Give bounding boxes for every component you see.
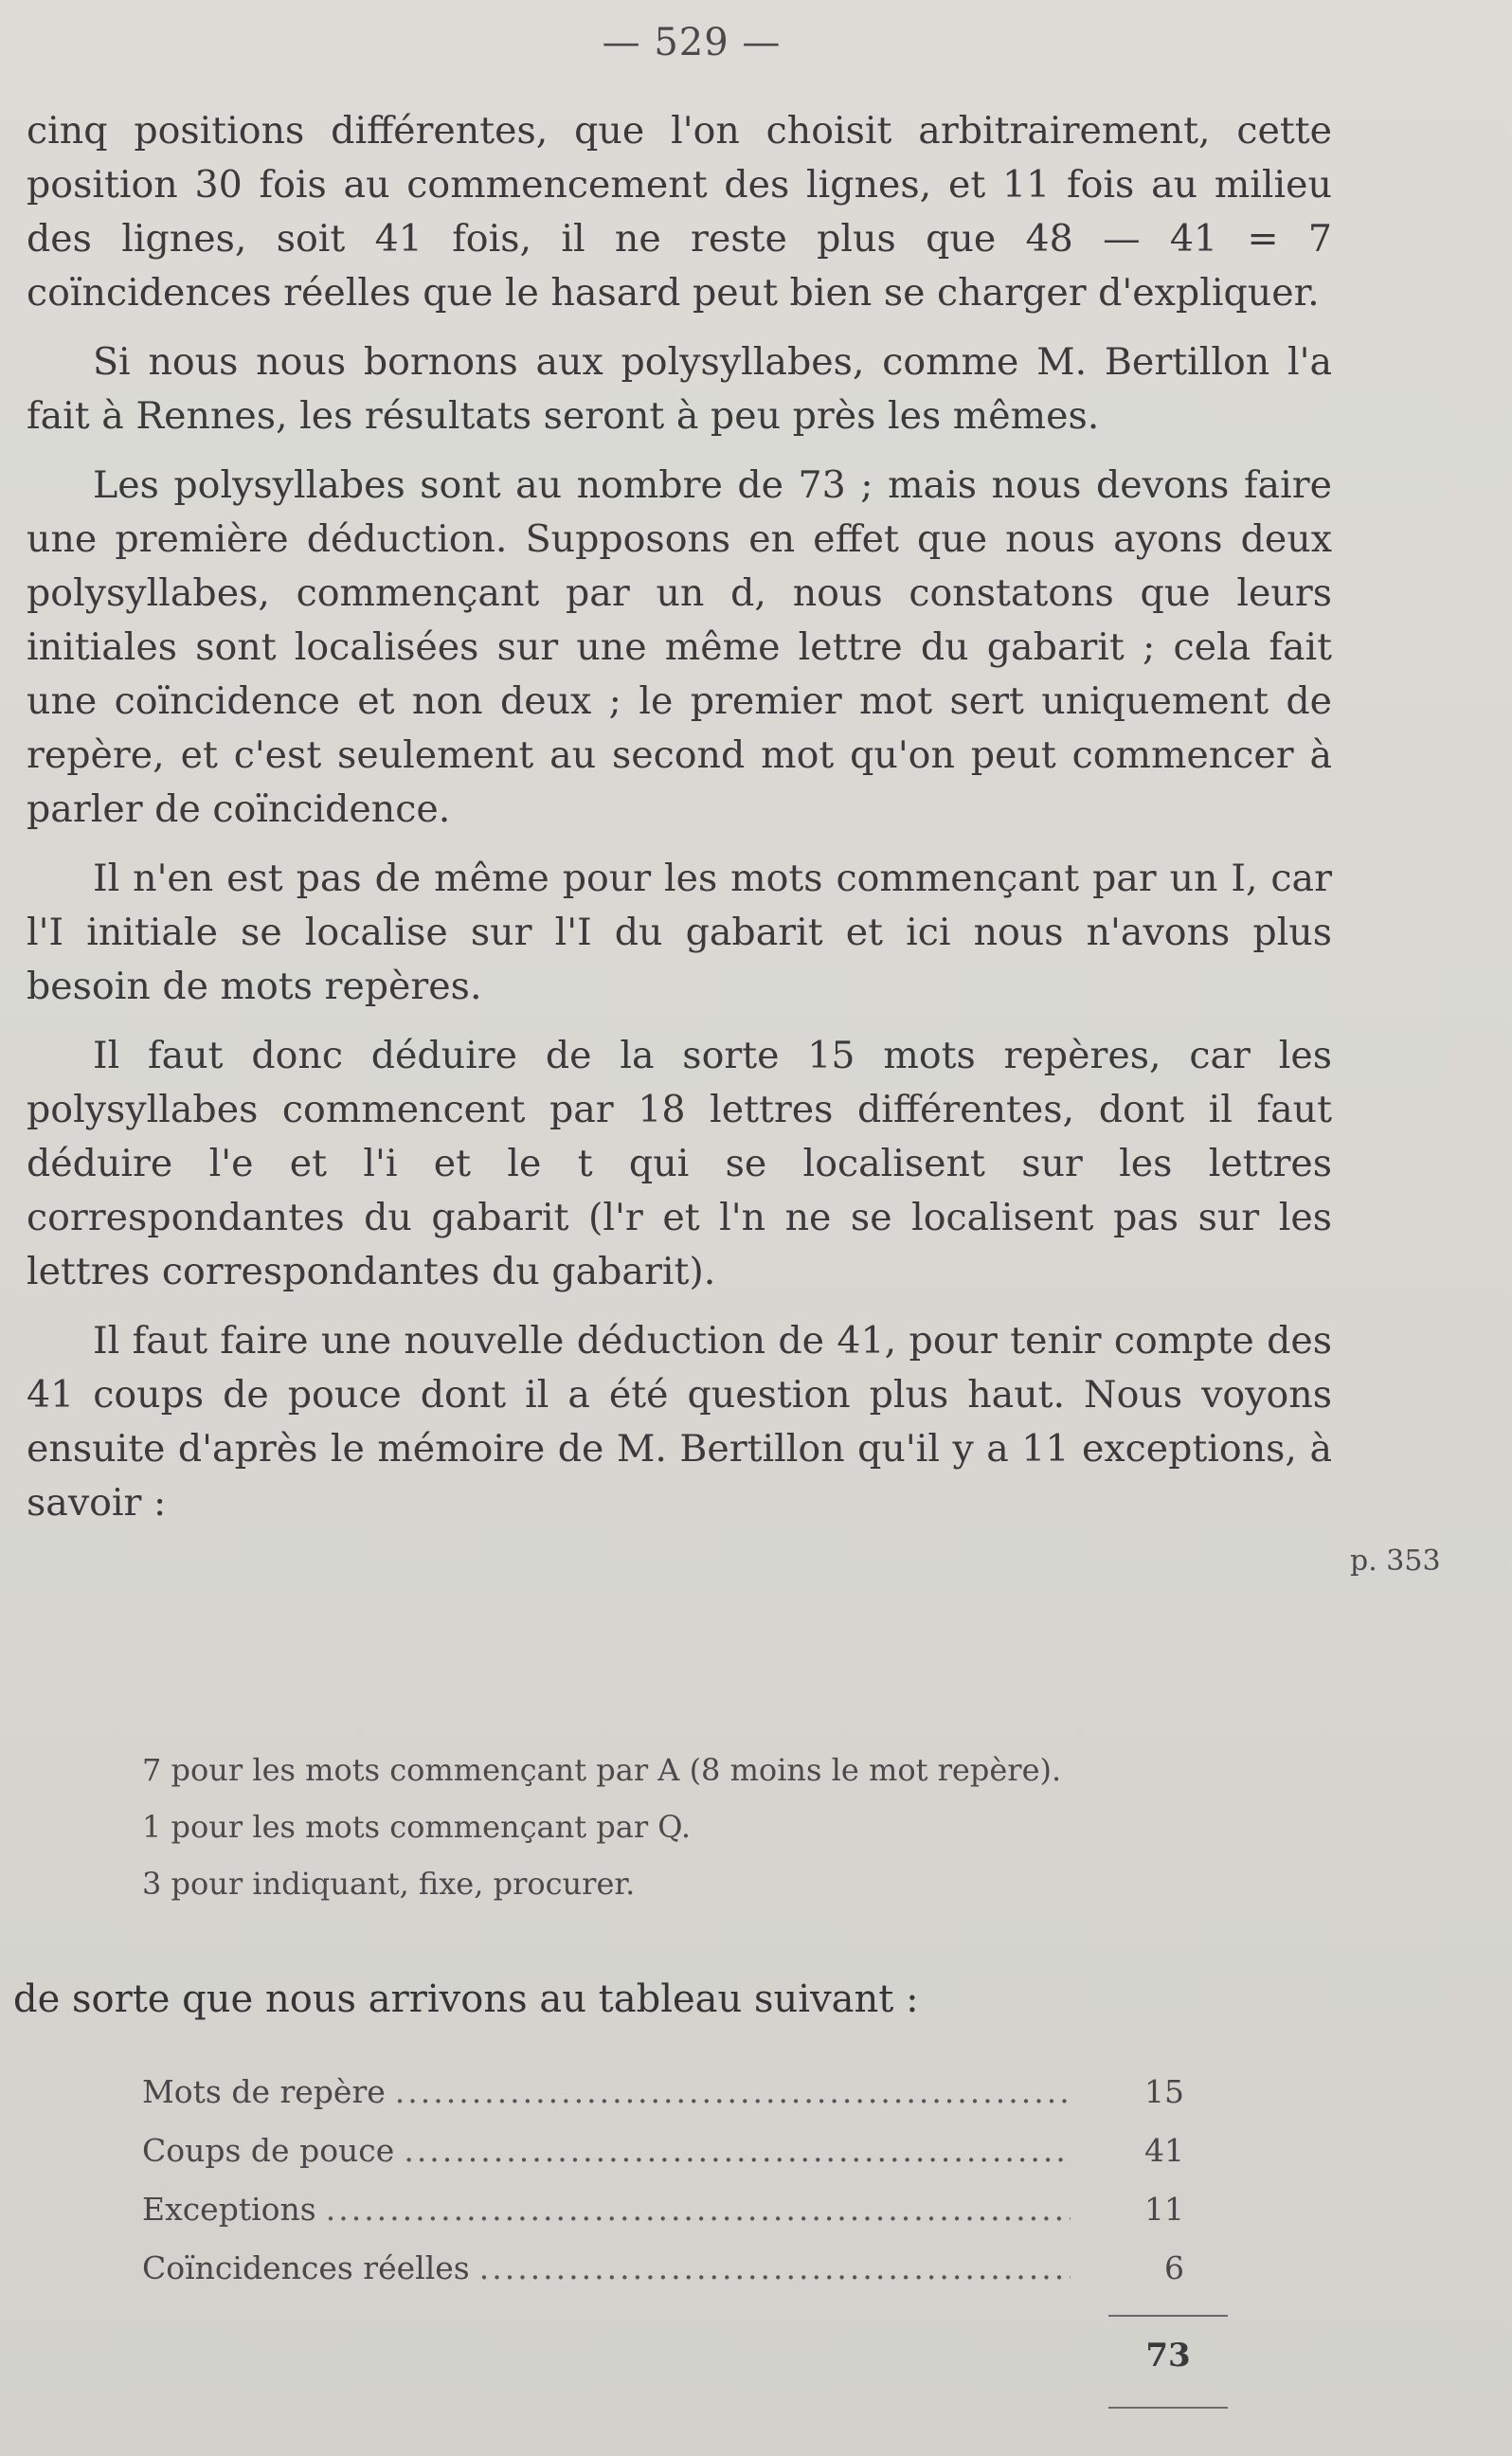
paragraph-5: Il faut donc déduire de la sorte 15 mots repères, car les polysyllabes commencent par 18 lettres différentes, dont il faut déduire l'e et l'i et le t qui se localisent sur les lettres correspondantes du gabarit (l'r et l'n ne se localisent pas sur les lettres correspondantes du gabarit).	[27, 1034, 1332, 1293]
row-label: Coïncidences réelles	[142, 2249, 470, 2286]
table-total: 73	[1145, 2337, 1191, 2375]
dot-leader	[395, 2073, 1071, 2110]
row-value: 15	[1144, 2073, 1184, 2110]
sum-rule-top	[1108, 2315, 1228, 2317]
table-intro: de sorte que nous arrivons au tableau suivant :	[13, 1977, 919, 2021]
page-number: — 529 —	[602, 21, 782, 64]
dot-leader	[404, 2132, 1071, 2169]
exception-item: 1 pour les mots commençant par Q.	[142, 1809, 692, 1845]
exceptions-list	[142, 1742, 1336, 1912]
paragraph-4: Il n'en est pas de même pour les mots commençant par un I, car l'I initiale se localise sur l'I du gabarit et ici nous n'avons plus besoin de mots repères.	[27, 857, 1332, 1008]
sum-rule-bottom	[1108, 2407, 1228, 2409]
row-value: 11	[1144, 2191, 1184, 2228]
table-row	[142, 2132, 1203, 2191]
table-row	[142, 2073, 1203, 2132]
summary-table	[142, 2073, 1203, 2308]
row-label: Exceptions	[142, 2191, 316, 2228]
row-value: 6	[1164, 2249, 1184, 2286]
table-row	[142, 2249, 1203, 2308]
exception-item: 3 pour indiquant, fixe, procurer.	[142, 1866, 636, 1902]
paragraph-6: Il faut faire une nouvelle déduction de 41, pour tenir compte des 41 coups de pouce dont il a été question plus haut. Nous voyons ensuite d'après le mémoire de M. Bertillon qu'il y a 11 exceptions, à savoir :	[27, 1319, 1332, 1525]
table-row	[142, 2191, 1203, 2249]
exception-item: 7 pour les mots commençant par A (8 moins le mot repère).	[142, 1752, 1062, 1788]
row-label: Mots de repère	[142, 2073, 386, 2110]
paragraph-2: Si nous nous bornons aux polysyllabes, comme M. Bertillon l'a fait à Rennes, les résultats seront à peu près les mêmes.	[27, 340, 1332, 438]
dot-leader	[479, 2249, 1071, 2286]
body-text	[27, 104, 1332, 1545]
paragraph-3: Les polysyllabes sont au nombre de 73 ; mais nous devons faire une première déduction. Supposons en effet que nous ayons deux polysyllabes, commençant par un d, nous constatons que leurs initiales sont localisées sur une même lettre du gabarit ; cela fait une coïncidence et non deux ; le premier mot sert uniquement de repère, et c'est seulement au second mot qu'on peut commencer à parler de coïncidence.	[27, 463, 1332, 831]
margin-reference: p. 353	[1350, 1544, 1441, 1578]
row-value: 41	[1144, 2132, 1184, 2169]
row-label: Coups de pouce	[142, 2132, 395, 2169]
dot-leader	[326, 2191, 1071, 2228]
paragraph-1: cinq positions différentes, que l'on choisit arbitrairement, cette position 30 fois au commencement des lignes, et 11 fois au milieu des lignes, soit 41 fois, il ne reste plus que 48 — 41 = 7 coïncidences réelles que le hasard peut bien se charger d'expliquer.	[27, 109, 1332, 315]
